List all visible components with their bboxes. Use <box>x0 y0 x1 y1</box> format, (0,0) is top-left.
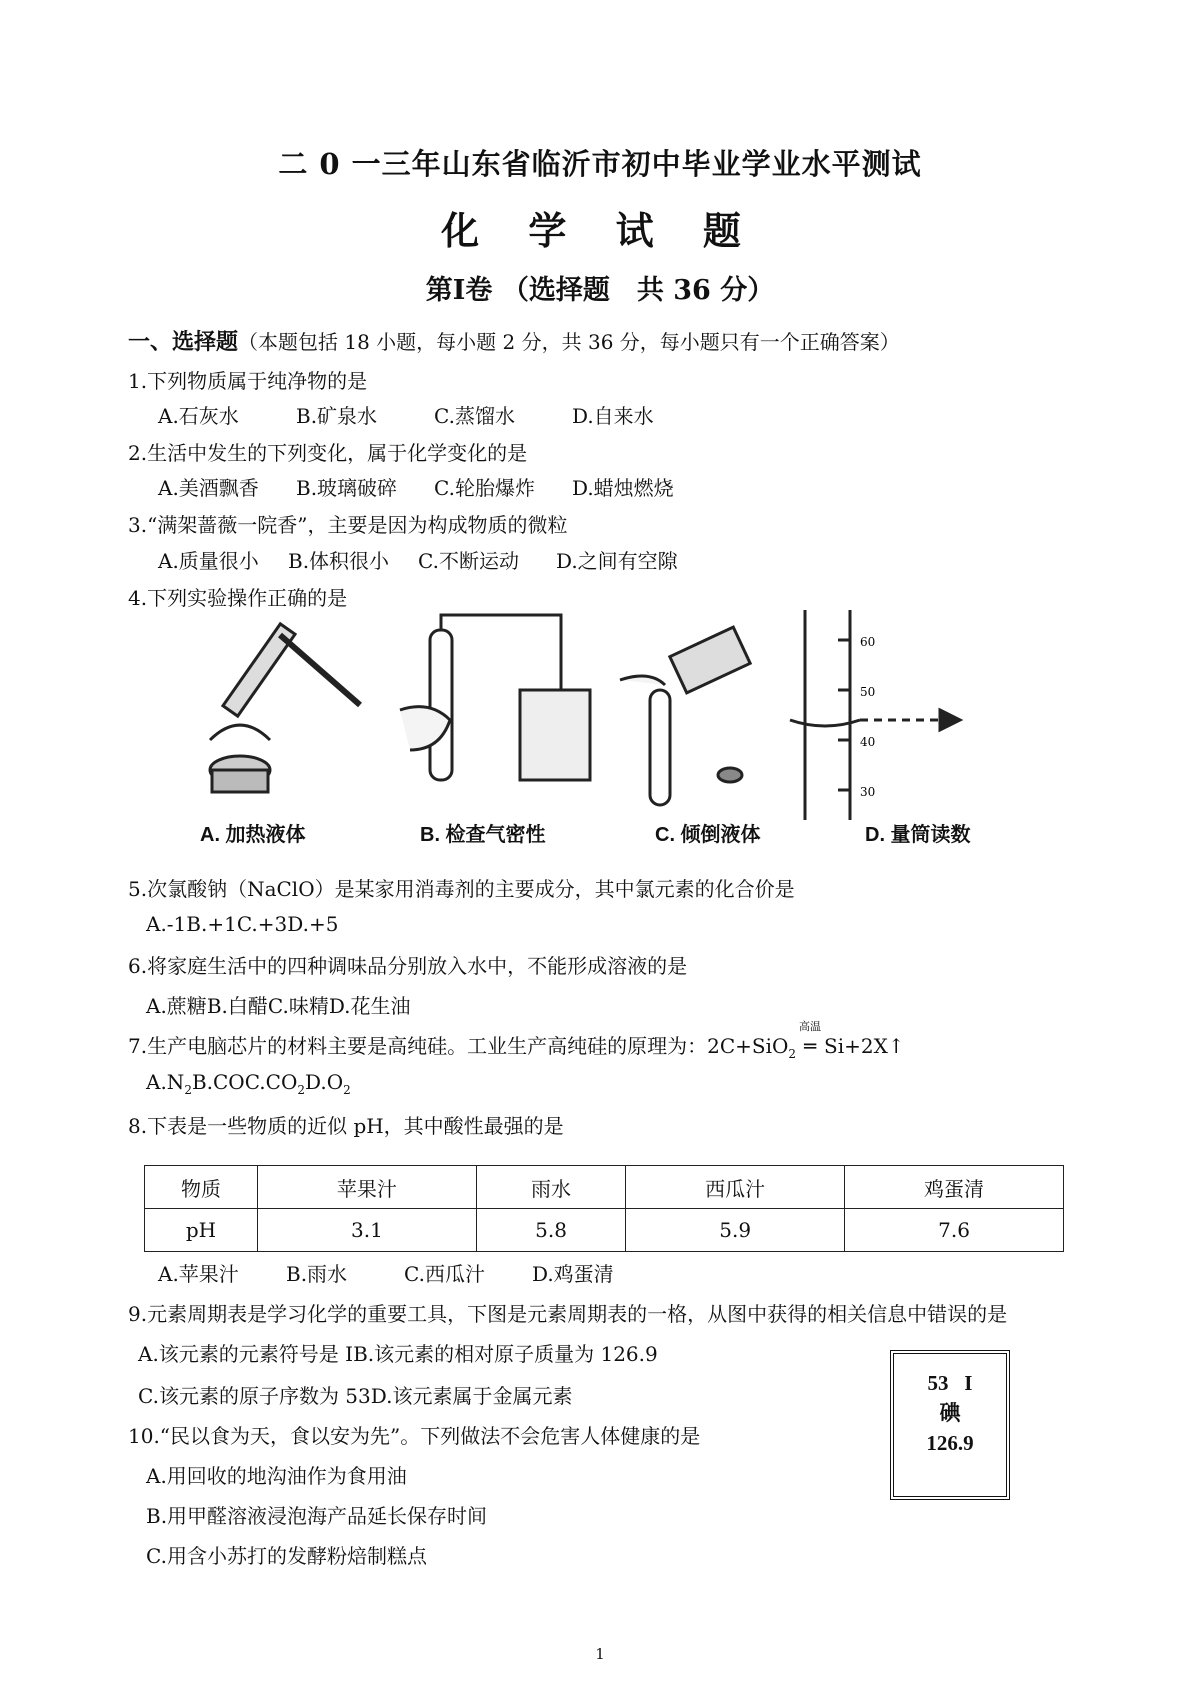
heating-liquid-illustration <box>210 624 360 792</box>
option: D.之间有空隙 <box>556 549 678 573</box>
table-row <box>145 1209 1064 1252</box>
question-9-options-row1 <box>138 1338 658 1367</box>
option: A.美酒飘香 <box>158 476 259 500</box>
question-4-stem: 4.下列实验操作正确的是 <box>128 586 348 610</box>
option: D.花生油 <box>328 994 411 1018</box>
question-3-stem: 3.“满架蔷薇一院香”，主要是因为构成物质的微粒 <box>128 513 568 537</box>
option: $D.O_2$ <box>305 1070 351 1097</box>
option: D.+5 <box>287 912 339 936</box>
question-9-stem: 9.元素周期表是学习化学的重要工具，下图是元素周期表的一格，从图中获得的相关信息中错误的是 <box>128 1302 1008 1326</box>
option: D.自来水 <box>572 404 654 428</box>
question-10-stem: 10.“民以食为天，食以安为先”。下列做法不会危害人体健康的是 <box>128 1424 701 1448</box>
option: A.用回收的地沟油作为食用油 <box>146 1464 407 1488</box>
option: A.石灰水 <box>158 404 239 428</box>
table-cell: 西瓜汁 <box>626 1166 845 1209</box>
element-symbol: I <box>964 1371 973 1395</box>
option: C.+3 <box>236 912 288 936</box>
atomic-mass: 126.9 <box>926 1431 974 1455</box>
option: D.蜡烛燃烧 <box>572 476 674 500</box>
option: A.苹果汁 <box>158 1262 239 1286</box>
caption-a: A. 加热液体 <box>200 824 306 846</box>
option: B.玻璃破碎 <box>296 476 398 500</box>
table-cell: 5.9 <box>626 1209 845 1252</box>
option: A.质量很小 <box>158 549 259 573</box>
table-cell: 苹果汁 <box>258 1166 477 1209</box>
option: B.该元素的相对原子质量为 126.9 <box>353 1342 658 1366</box>
option: B.+1 <box>186 912 237 936</box>
scale-label: 30 <box>860 785 876 799</box>
option: B.用甲醛溶液浸泡海产品延长保存时间 <box>146 1504 488 1528</box>
question-5-stem: 5.次氯酸钠（NaClO）是某家用消毒剂的主要成分，其中氯元素的化合价是 <box>128 877 795 901</box>
table-cell: 5.8 <box>476 1209 625 1252</box>
option: A.蔗糖 <box>146 994 207 1018</box>
question-8-stem: 8.下表是一些物质的近似 pH，其中酸性最强的是 <box>128 1114 564 1138</box>
option: C.用含小苏打的发酵粉焙制糕点 <box>146 1544 427 1568</box>
option: B.CO <box>191 1070 245 1094</box>
option: B.雨水 <box>286 1262 348 1286</box>
question-2-stem: 2.生活中发生的下列变化，属于化学变化的是 <box>128 441 528 465</box>
table-cell: 鸡蛋清 <box>845 1166 1064 1209</box>
option: A.该元素的元素符号是 I <box>138 1342 354 1366</box>
caption-b: B. 检查气密性 <box>420 824 546 846</box>
exam-title: 二 0 一三年山东省临沂市初中毕业学业水平测试 <box>278 147 922 181</box>
option: D.该元素属于金属元素 <box>370 1384 573 1408</box>
option: $A.N_2$ <box>146 1070 192 1097</box>
question-6-stem: 6.将家庭生活中的四种调味品分别放入水中，不能形成溶液的是 <box>128 954 688 978</box>
scale-label: 50 <box>860 685 876 699</box>
periodic-table-cell <box>890 1350 1010 1500</box>
question-2-options <box>158 472 674 501</box>
question-6-options <box>146 990 411 1019</box>
table-row <box>145 1166 1064 1209</box>
question-8-options <box>158 1258 614 1287</box>
option: B.白醋 <box>206 994 268 1018</box>
scale-label: 60 <box>860 635 876 649</box>
option: C.蒸馏水 <box>434 404 515 428</box>
caption-d: D. 量筒读数 <box>865 824 971 846</box>
section-heading: 一、选择题（本题包括 18 小题，每小题 2 分，共 36 分，每小题只有一个正确答案） <box>128 329 900 355</box>
option: $C.CO_2$ <box>244 1070 306 1097</box>
atomic-number: 53 <box>927 1371 949 1395</box>
question-7-stem: 7.生产电脑芯片的材料主要是高纯硅。工业生产高纯硅的原理为：2C+SiO$_2$ 高温 ═ Si+2X↑ <box>128 1020 905 1061</box>
part-title: 第Ⅰ卷 （选择题 共 36 分） <box>425 275 775 306</box>
page-number: 1 <box>595 1645 605 1663</box>
option: B.体积很小 <box>288 549 390 573</box>
question-9-options-row2 <box>138 1380 572 1409</box>
option: C.西瓜汁 <box>404 1262 485 1286</box>
option: C.不断运动 <box>418 549 519 573</box>
question-1-stem: 1.下列物质属于纯净物的是 <box>128 369 368 393</box>
scale-label: 40 <box>860 735 876 749</box>
option: C.味精 <box>267 994 329 1018</box>
table-cell: 7.6 <box>845 1209 1064 1252</box>
table-cell: 雨水 <box>476 1166 625 1209</box>
table-cell: pH <box>145 1209 258 1252</box>
option: B.矿泉水 <box>296 404 378 428</box>
element-name: 碘 <box>939 1401 961 1425</box>
option: C.该元素的原子序数为 53 <box>138 1384 371 1408</box>
caption-c: C. 倾倒液体 <box>655 824 761 846</box>
question-7-options <box>146 1070 351 1097</box>
question-3-options <box>158 545 678 574</box>
question-5-options <box>146 912 338 936</box>
ph-table <box>144 1165 1064 1252</box>
airtightness-check-illustration <box>400 615 590 780</box>
pouring-liquid-illustration <box>620 627 750 805</box>
question-1-options <box>158 400 654 429</box>
option: C.轮胎爆炸 <box>434 476 535 500</box>
option: A.-1 <box>146 912 187 936</box>
table-cell: 物质 <box>145 1166 258 1209</box>
option: D.鸡蛋清 <box>532 1262 614 1286</box>
table-cell: 3.1 <box>258 1209 477 1252</box>
equation: 2C+SiO$_2$ 高温 ═ Si+2X↑ <box>707 1020 905 1061</box>
subject-title: 化 学 试 题 <box>441 208 759 253</box>
reaction-condition: 高温 ═ <box>799 1020 822 1058</box>
